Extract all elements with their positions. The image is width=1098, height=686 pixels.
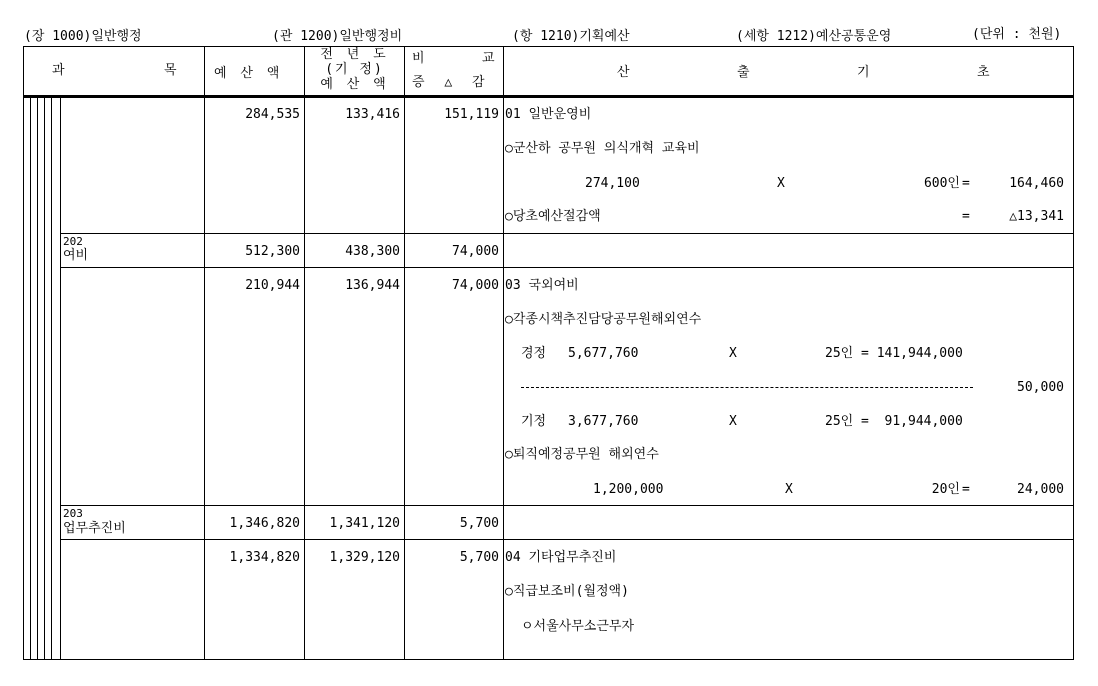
row2-diff: 74,000 (452, 278, 499, 293)
row3-prev: 1,329,120 (329, 550, 400, 565)
col-prev-line1: 전 년 도 (320, 47, 389, 62)
mok202-prev: 438,300 (345, 244, 400, 259)
row2-calc2-amount: 1,200,000 (593, 482, 664, 497)
row2-calc2-x: X (785, 482, 793, 497)
col-cmp-gyo: 교 (482, 51, 495, 66)
col-prev-line2: (기 정) (325, 62, 384, 77)
row2-line2-x: X (729, 414, 737, 429)
mok202-name: 여비 (63, 248, 89, 263)
row3-diff: 5,700 (459, 550, 499, 565)
row1-calc1-eq: = (962, 176, 970, 191)
row2-calc2-eq: = (962, 482, 970, 497)
mok203-prev: 1,341,120 (329, 516, 400, 531)
row2-line1-rest: 25인 = 141,944,000 (825, 346, 963, 361)
unit-label: (단위 : 천원) (972, 27, 1062, 42)
row2-line1-amount: 5,677,760 (568, 346, 639, 361)
mok203-budget: 1,346,820 (229, 516, 300, 531)
row2-line2-amount: 3,677,760 (568, 414, 639, 429)
sehang-label: (세항 1212)예산공통운영 (736, 29, 892, 44)
row1-item2-result: △13,341 (1009, 209, 1064, 224)
row1-calc1-result: 164,460 (1009, 176, 1064, 191)
row3-item1: ○직급보조비(월정액) (505, 584, 629, 599)
mok202-code: 202 (63, 235, 83, 248)
row2-line2-label: 기정 (521, 414, 547, 429)
row2-calc2-result: 24,000 (1017, 482, 1064, 497)
col-basis-1: 산 (617, 65, 630, 80)
row1-calc1-amount: 274,100 (585, 176, 640, 191)
row1-item2: ○당초예산절감액 (505, 209, 601, 224)
row2-dash-line (521, 387, 973, 388)
col-budget: 예 산 액 (214, 66, 283, 81)
col-basis-3: 기 (857, 65, 870, 80)
col-prev-line3: 예 산 액 (320, 77, 389, 92)
col-mok: 목 (164, 63, 177, 78)
row2-line2-rest: 25인 = 91,944,000 (825, 414, 963, 429)
hang-label: (항 1210)기획예산 (512, 29, 630, 44)
row2-line1-label: 경정 (521, 346, 547, 361)
col-cmp-line2: 증 △ 감 (412, 75, 491, 90)
mok202-budget: 512,300 (245, 244, 300, 259)
row1-title: 01 일반운영비 (505, 107, 592, 122)
row2-item2: ○퇴직예정공무원 해외연수 (505, 447, 659, 462)
mok203-diff: 5,700 (459, 516, 499, 531)
mok203-code: 203 (63, 507, 83, 520)
col-cmp-bi: 비 (412, 51, 425, 66)
mok203-name: 업무추진비 (63, 521, 126, 536)
row1-diff: 151,119 (444, 107, 499, 122)
gwan-label: (관 1200)일반행정비 (272, 29, 403, 44)
row2-prev: 136,944 (345, 278, 400, 293)
mok202-diff: 74,000 (452, 244, 499, 259)
row3-budget: 1,334,820 (229, 550, 300, 565)
row2-title: 03 국외여비 (505, 278, 579, 293)
row2-budget: 210,944 (245, 278, 300, 293)
col-basis-2: 출 (737, 65, 750, 80)
row2-calc2-count: 20인 (931, 482, 960, 497)
col-gwa: 과 (52, 63, 65, 78)
row1-budget: 284,535 (245, 107, 300, 122)
row3-title: 04 기타업무추진비 (505, 550, 617, 565)
row2-dash-result: 50,000 (1017, 380, 1064, 395)
jang-label: (장 1000)일반행정 (24, 29, 142, 44)
row1-item2-eq: = (962, 209, 970, 224)
row2-line1-x: X (729, 346, 737, 361)
row1-calc1-count: 600인 (923, 176, 960, 191)
row3-item2: ㅇ서울사무소근무자 (521, 619, 635, 634)
row1-item1: ○군산하 공무원 의식개혁 교육비 (505, 141, 700, 156)
row2-item1: ○각종시책추진담당공무원해외연수 (505, 312, 702, 327)
row1-prev: 133,416 (345, 107, 400, 122)
row1-calc1-x: X (777, 176, 785, 191)
col-basis-4: 초 (977, 65, 990, 80)
